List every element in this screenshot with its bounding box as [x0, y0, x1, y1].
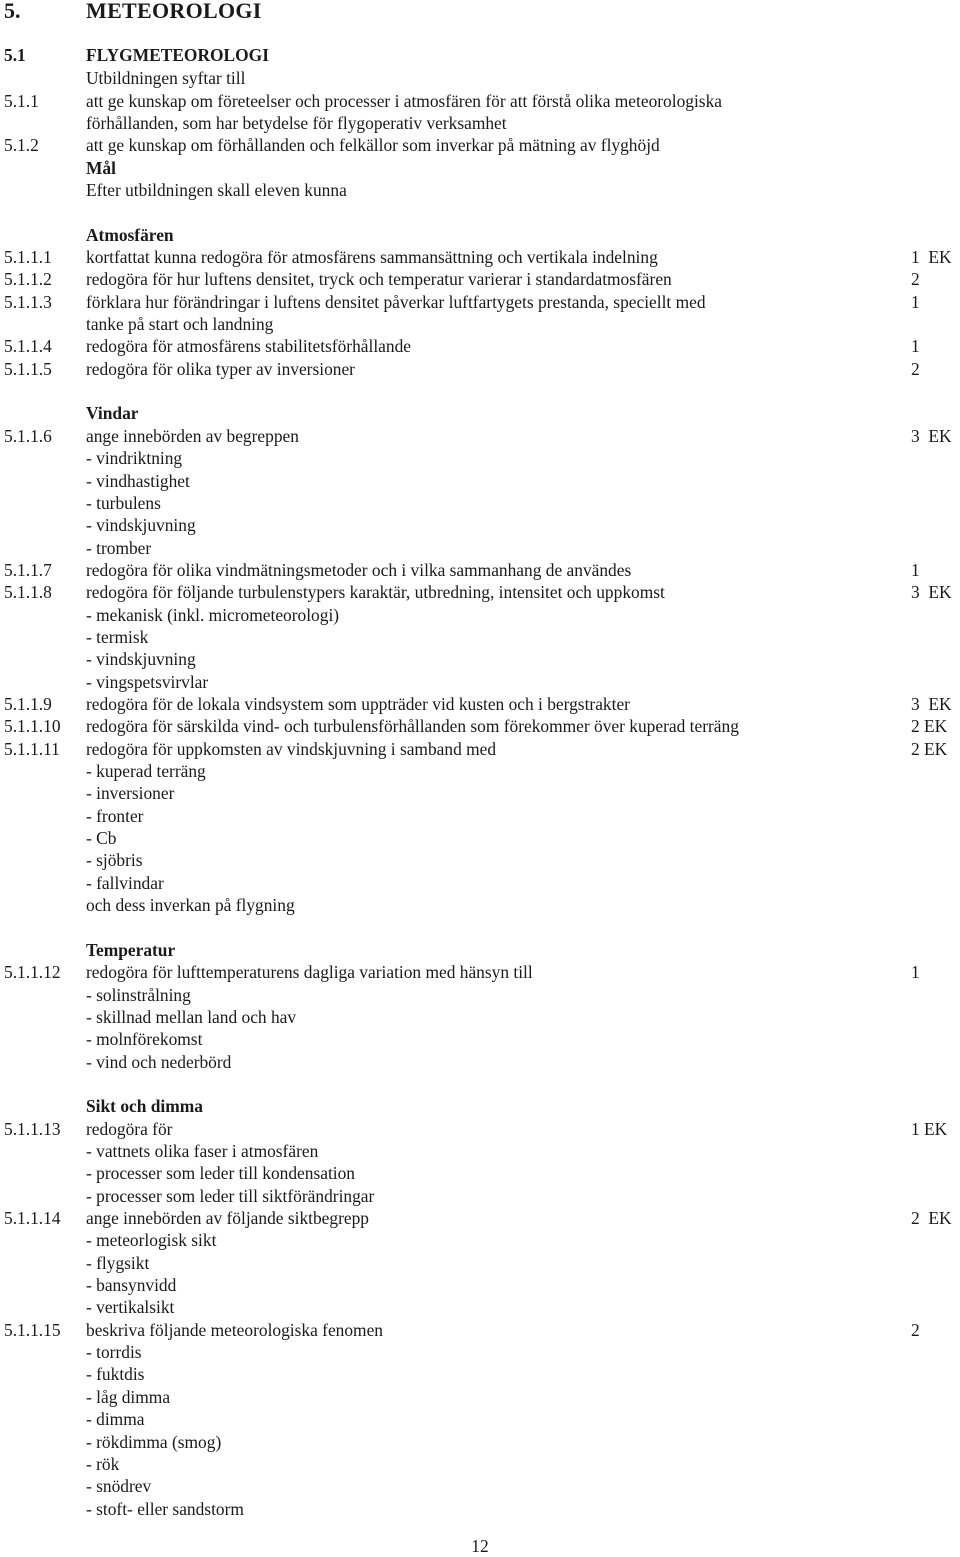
- section-heading: [0, 44, 960, 66]
- group-heading: [0, 939, 960, 961]
- item-text: - kuperad terräng: [86, 761, 206, 781]
- group-heading-text: Vindar: [86, 403, 139, 424]
- level-marker: 2 EK: [911, 1208, 952, 1228]
- item-number: 5.1.1.14: [4, 1208, 61, 1228]
- item-text: redogöra för olika typer av inversioner: [86, 358, 355, 379]
- item-text: ange innebörden av följande siktbegrepp: [86, 1208, 369, 1228]
- item-text: att ge kunskap om företeelser och processer i atmosfären för att förstå olika meteorologiska: [86, 90, 722, 111]
- objective-line: [0, 1162, 960, 1184]
- objective-line: [0, 492, 960, 514]
- item-number: 5.1.1: [4, 90, 39, 111]
- objective-line: [0, 425, 960, 447]
- objective-line: [0, 1185, 960, 1207]
- objective-line: [0, 514, 960, 536]
- item-text: - vindhastighet: [86, 470, 190, 491]
- item-text: - mekanisk (inkl. micrometeorologi): [86, 604, 340, 625]
- item-text: - vingspetsvirvlar: [86, 671, 209, 692]
- goal-heading: [0, 157, 960, 179]
- item-number: 5.1.2: [4, 135, 39, 156]
- objective-line: [0, 1431, 960, 1453]
- item-text: redogöra för olika vindmätningsmetoder och i vilka sammanhang de användes: [86, 559, 632, 580]
- item-text: - stoft- eller sandstorm: [86, 1498, 244, 1519]
- item-text: - meteorlogisk sikt: [86, 1230, 217, 1251]
- objective-line: [0, 961, 960, 983]
- level-marker: 1: [911, 291, 920, 312]
- group-heading-text: Sikt och dimma: [86, 1096, 203, 1117]
- objective-line: [0, 1229, 960, 1251]
- level-marker: 1: [911, 336, 920, 357]
- item-number: 5.1.1.2: [4, 269, 52, 290]
- item-text: - solinstrålning: [86, 984, 191, 1005]
- item-text: - torrdis: [86, 1342, 142, 1363]
- chapter-heading: [0, 0, 960, 22]
- item-number: 5.1.1.5: [4, 358, 52, 379]
- item-text: - bansynvidd: [86, 1275, 177, 1295]
- objective-line: [0, 1118, 960, 1140]
- objective-line: [0, 1341, 960, 1363]
- objective-line: [0, 849, 960, 871]
- item-text: redogöra för följande turbulenstypers karaktär, utbredning, intensitet och uppkomst: [86, 582, 665, 603]
- objective-line: [0, 313, 960, 335]
- item-text: - vattnets olika faser i atmosfären: [86, 1141, 319, 1161]
- purpose-line: [0, 134, 960, 156]
- objective-line: [0, 246, 960, 268]
- objective-line: [0, 1408, 960, 1430]
- objective-line: [0, 1498, 960, 1520]
- objective-line: [0, 268, 960, 290]
- objective-line: [0, 604, 960, 626]
- item-text: att ge kunskap om förhållanden och felkällor som inverkar på mätning av flyghöjd: [86, 135, 660, 156]
- item-text: - inversioner: [86, 783, 175, 804]
- item-text: - vind och nederbörd: [86, 1051, 232, 1072]
- item-number: 5.1.1.9: [4, 694, 52, 714]
- objective-line: [0, 447, 960, 469]
- item-text: - processer som leder till kondensation: [86, 1163, 356, 1184]
- objective-line: [0, 626, 960, 648]
- item-text: - låg dimma: [86, 1386, 171, 1407]
- level-marker: 1: [911, 559, 920, 580]
- objective-line: [0, 559, 960, 581]
- item-number: 5.1.1.4: [4, 336, 52, 357]
- item-text: - skillnad mellan land och hav: [86, 1006, 297, 1027]
- item-number: 5.1.1.12: [4, 962, 61, 983]
- item-text: - turbulens: [86, 492, 161, 513]
- objective-line: [0, 827, 960, 849]
- group-heading: [0, 1095, 960, 1117]
- item-text: - flygsikt: [86, 1252, 150, 1273]
- item-text: redogöra för lufttemperaturens dagliga variation med hänsyn till: [86, 962, 533, 983]
- level-marker: 2 EK: [911, 716, 948, 737]
- item-text: - fallvindar: [86, 872, 164, 893]
- level-marker: 1 EK: [911, 1118, 948, 1139]
- level-marker: 1 EK: [911, 246, 952, 267]
- item-number: 5.1.1.8: [4, 582, 52, 603]
- level-marker: 2 EK: [911, 738, 948, 759]
- item-text: - fuktdis: [86, 1364, 145, 1385]
- objective-line: [0, 470, 960, 492]
- objective-line: [0, 1252, 960, 1274]
- item-text: redogöra för uppkomsten av vindskjuvning i samband med: [86, 738, 497, 759]
- item-text: förklara hur förändringar i luftens densitet påverkar luftfartygets prestanda, speciellt med: [86, 291, 706, 312]
- item-text: - molnförekomst: [86, 1029, 203, 1050]
- objective-line: [0, 894, 960, 916]
- objective-line: [0, 1475, 960, 1497]
- item-text: - dimma: [86, 1409, 145, 1430]
- item-text: redogöra för hur luftens densitet, tryck och temperatur varierar i standardatmosfären: [86, 269, 672, 290]
- objective-line: [0, 693, 960, 715]
- level-marker: 2: [911, 358, 920, 379]
- objective-line: [0, 805, 960, 827]
- item-text: tanke på start och landning: [86, 314, 274, 334]
- item-number: 5.1.1.1: [4, 246, 52, 267]
- objective-line: [0, 581, 960, 603]
- chapter-number: 5.: [4, 0, 21, 23]
- item-text: - vertikalsikt: [86, 1297, 175, 1318]
- item-text: - vindriktning: [86, 448, 183, 469]
- item-text: beskriva följande meteorologiska fenomen: [86, 1319, 383, 1340]
- objective-line: [0, 1453, 960, 1475]
- item-number: 5.1.1.11: [4, 738, 60, 759]
- item-text: - rökdimma (smog): [86, 1431, 222, 1452]
- objective-line: [0, 1006, 960, 1028]
- objective-line: [0, 1319, 960, 1341]
- item-text: - sjöbris: [86, 850, 143, 871]
- page-number: 12: [471, 1536, 489, 1556]
- objective-line: [0, 291, 960, 313]
- level-marker: 1: [911, 962, 920, 983]
- item-text: förhållanden, som har betydelse för flygoperativ verksamhet: [86, 112, 507, 133]
- group-heading: [0, 224, 960, 246]
- item-text: - vindskjuvning: [86, 649, 196, 670]
- item-text: redogöra för särskilda vind- och turbulensförhållanden som förekommer över kuperad terräng: [86, 716, 739, 737]
- purpose-line: [0, 112, 960, 134]
- objective-line: [0, 872, 960, 894]
- purpose-intro: Utbildningen syftar till: [86, 68, 246, 88]
- item-text: - termisk: [86, 626, 149, 647]
- objective-line: [0, 1363, 960, 1385]
- objective-line: [0, 782, 960, 804]
- objective-line: [0, 1028, 960, 1050]
- item-text: - fronter: [86, 805, 144, 826]
- objective-line: [0, 760, 960, 782]
- objective-line: [0, 1274, 960, 1296]
- objective-line: [0, 738, 960, 760]
- group-heading: [0, 402, 960, 424]
- item-text: och dess inverkan på flygning: [86, 895, 295, 916]
- objective-line: [0, 648, 960, 670]
- item-number: 5.1.1.7: [4, 559, 52, 580]
- objective-line: [0, 537, 960, 559]
- section-number: 5.1: [4, 45, 26, 65]
- objective-line: [0, 1386, 960, 1408]
- item-text: - Cb: [86, 828, 117, 849]
- level-marker: 2: [911, 269, 920, 290]
- item-number: 5.1.1.6: [4, 425, 52, 446]
- group-heading-text: Temperatur: [86, 939, 176, 960]
- item-text: - processer som leder till siktförändringar: [86, 1185, 375, 1206]
- objective-line: [0, 358, 960, 380]
- item-text: - vindskjuvning: [86, 515, 196, 536]
- item-text: ange innebörden av begreppen: [86, 425, 299, 446]
- objective-line: [0, 715, 960, 737]
- objective-line: [0, 984, 960, 1006]
- group-heading-text: Atmosfären: [86, 224, 174, 245]
- level-marker: 3 EK: [911, 694, 952, 714]
- goal-heading-text: Mål: [86, 157, 116, 178]
- objective-line: [0, 1051, 960, 1073]
- purpose-line: [0, 90, 960, 112]
- item-text: kortfattat kunna redogöra för atmosfärens sammansättning och vertikala indelning: [86, 246, 658, 267]
- level-marker: 3 EK: [911, 582, 952, 603]
- objective-line: [0, 335, 960, 357]
- item-text: redogöra för: [86, 1118, 173, 1139]
- objective-line: [0, 1207, 960, 1229]
- item-number: 5.1.1.13: [4, 1118, 61, 1139]
- objective-line: [0, 1140, 960, 1162]
- item-text: - rök: [86, 1453, 120, 1474]
- item-number: 5.1.1.15: [4, 1319, 61, 1340]
- item-number: 5.1.1.3: [4, 291, 52, 312]
- section-title: FLYGMETEOROLOGI: [86, 45, 269, 65]
- level-marker: 2: [911, 1319, 920, 1340]
- objective-line: [0, 1296, 960, 1318]
- item-text: - tromber: [86, 537, 152, 558]
- goal-intro: [0, 179, 960, 201]
- item-text: - snödrev: [86, 1476, 152, 1497]
- goal-intro-text: Efter utbildningen skall eleven kunna: [86, 179, 347, 200]
- item-text: redogöra för de lokala vindsystem som uppträder vid kusten och i bergstrakter: [86, 694, 630, 714]
- chapter-title: METEOROLOGI: [86, 0, 262, 23]
- item-number: 5.1.1.10: [4, 716, 61, 737]
- level-marker: 3 EK: [911, 425, 952, 446]
- objective-line: [0, 671, 960, 693]
- item-text: redogöra för atmosfärens stabilitetsförhållande: [86, 336, 411, 357]
